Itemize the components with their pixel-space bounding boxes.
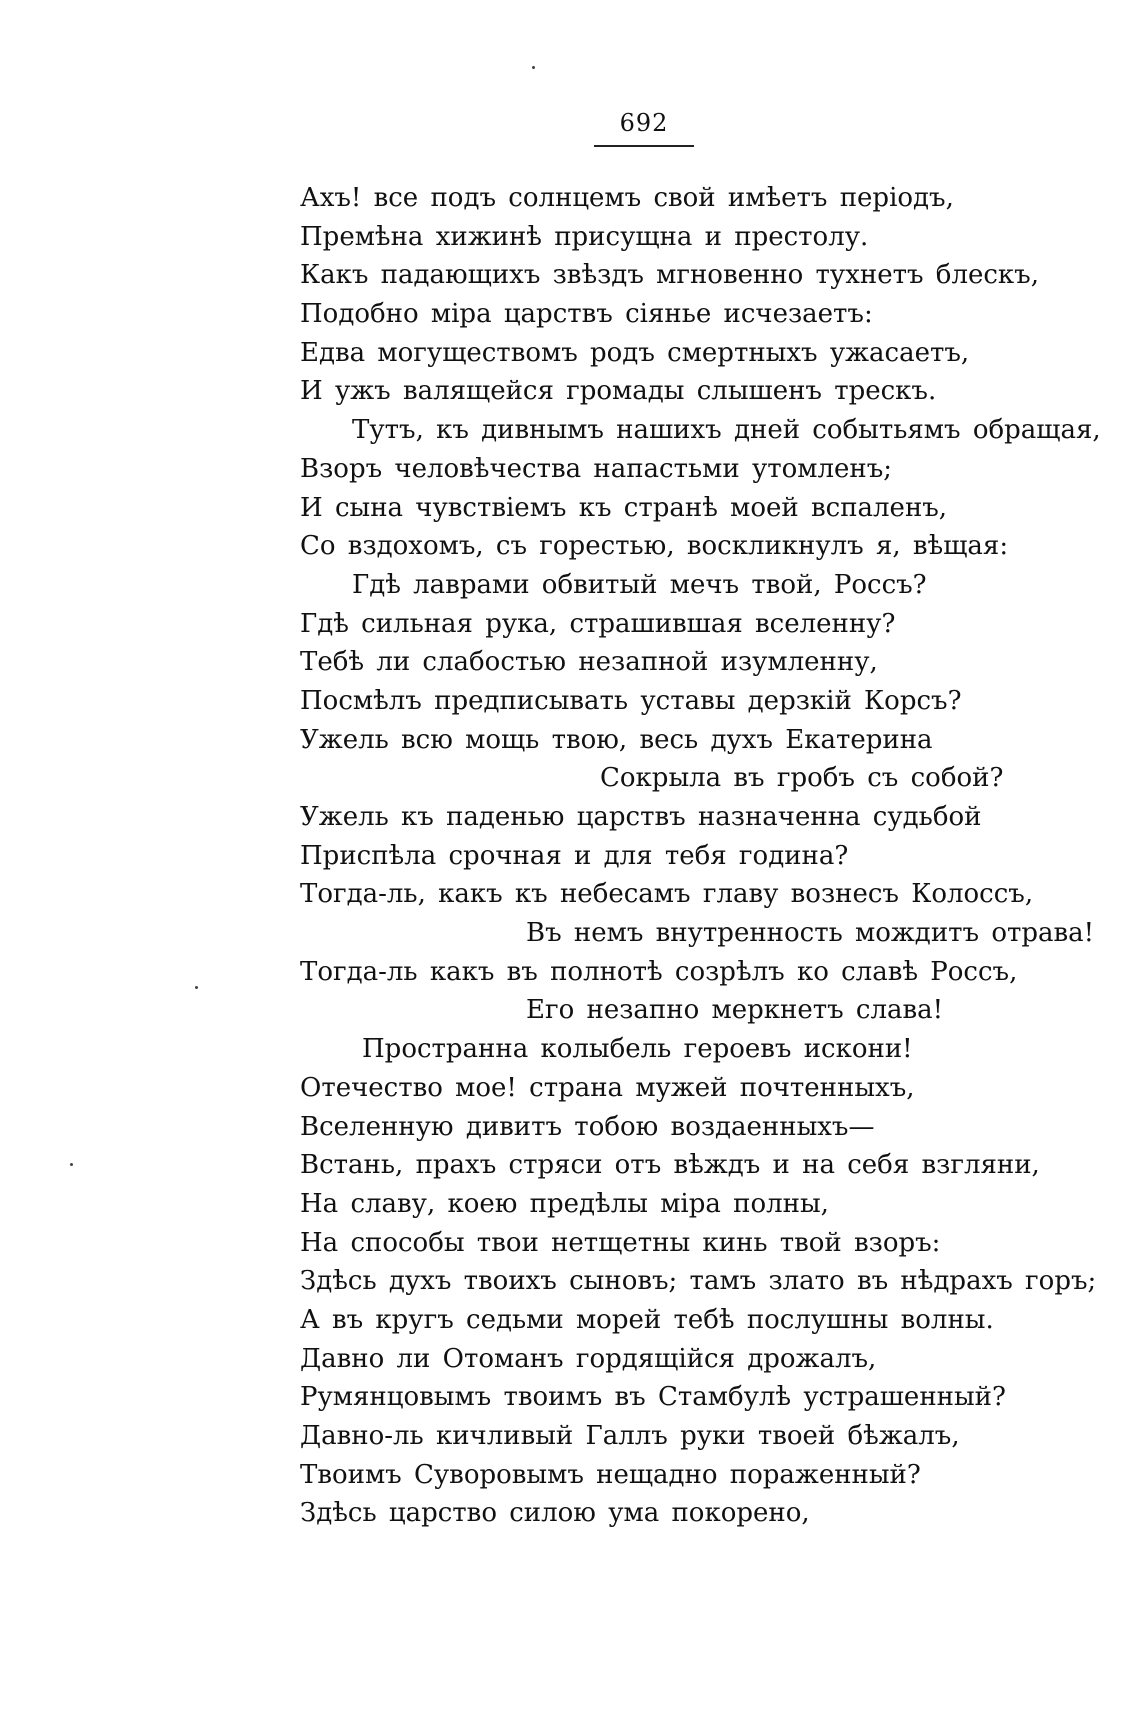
- page-number: 692: [619, 109, 669, 137]
- poem-line: Взоръ человѣчества напастьми утомленъ;: [300, 453, 893, 484]
- poem-line: Со вздохомъ, съ горестью, воскликнулъ я, вѣщая:: [300, 531, 1009, 562]
- poem-line: Ужель къ паденью царствъ назначенна судьбой: [300, 802, 982, 832]
- poem-line: Ахъ! все подъ солнцемъ свой имѣетъ періодъ,: [300, 183, 954, 213]
- poem-line: На способы твои нетщетны кинь твой взоръ:: [300, 1227, 941, 1258]
- poem-line: Здѣсь духъ твоихъ сыновъ; тамъ злато въ нѣдрахъ горъ;: [300, 1266, 1097, 1297]
- poem-line: И сына чувствіемъ къ странѣ моей вспаленъ,: [300, 492, 948, 523]
- poem-line: Его незапно меркнетъ слава!: [526, 995, 944, 1026]
- poem-line: Давно ли Отоманъ гордящійся дрожалъ,: [300, 1343, 877, 1374]
- poem-line: Встань, прахъ стряси отъ вѣждъ и на себя взгляни,: [300, 1150, 1040, 1181]
- poem-line: Въ немъ внутренность мождитъ отрава!: [526, 918, 1095, 949]
- poem-line: На славу, коею предѣлы міра полны,: [300, 1188, 829, 1219]
- poem-text: [300, 179, 1101, 1533]
- poem-line: Тогда-ль какъ въ полнотѣ созрѣлъ ко славѣ Россъ,: [300, 956, 1018, 987]
- poem-line: Отечество мое! страна мужей почтенныхъ,: [300, 1072, 915, 1103]
- poem-line: Давно-ль кичливый Галлъ руки твоей бѣжалъ,: [300, 1421, 960, 1451]
- poem-line: Твоимъ Суворовымъ нещадно пораженный?: [300, 1459, 921, 1490]
- poem-line: А въ кругъ седьми морей тебѣ послушны волны.: [300, 1304, 994, 1335]
- print-speck: [70, 1163, 73, 1166]
- poem-line: Тогда-ль, какъ къ небесамъ главу вознесъ Колоссъ,: [300, 879, 1034, 910]
- poem-line: Премѣна хижинѣ присущна и престолу.: [300, 221, 869, 252]
- print-speck: [195, 986, 198, 989]
- poem-line: Тебѣ ли слабостью незапной изумленну,: [300, 647, 878, 678]
- poem-line: Сокрыла въ гробъ съ собой?: [600, 763, 1004, 794]
- poem-line: Вселенную дивитъ тобою воздаенныхъ—: [300, 1111, 875, 1142]
- poem-line: Ужель всю мощь твою, весь духъ Екатерина: [300, 724, 933, 755]
- poem-line: Едва могуществомъ родъ смертныхъ ужасаетъ,: [300, 337, 970, 368]
- page-number-rule: [594, 145, 694, 147]
- poem-line: Гдѣ лаврами обвитый мечъ твой, Россъ?: [352, 569, 927, 600]
- poem-line: И ужъ валящейся громады слышенъ трескъ.: [300, 376, 937, 407]
- print-speck: [532, 66, 535, 69]
- poem-line: Приспѣла срочная и для тебя година?: [300, 840, 849, 871]
- poem-line: Здѣсь царство силою ума покорено,: [300, 1498, 810, 1529]
- poem-line: Какъ падающихъ звѣздъ мгновенно тухнетъ блескъ,: [300, 260, 1039, 291]
- poem-line: Пространна колыбель героевъ искони!: [362, 1034, 913, 1065]
- poem-line: Подобно міра царствъ сіянье исчезаетъ:: [300, 299, 873, 330]
- poem-line: Гдѣ сильная рука, страшившая вселенну?: [300, 608, 896, 639]
- poem-line: Румянцовымъ твоимъ въ Стамбулѣ устрашенный?: [300, 1382, 1006, 1413]
- poem-line: Посмѣлъ предписывать уставы дерзкій Корсъ?: [300, 685, 962, 716]
- poem-line: Тутъ, къ дивнымъ нашихъ дней событьямъ обращая,: [352, 415, 1101, 446]
